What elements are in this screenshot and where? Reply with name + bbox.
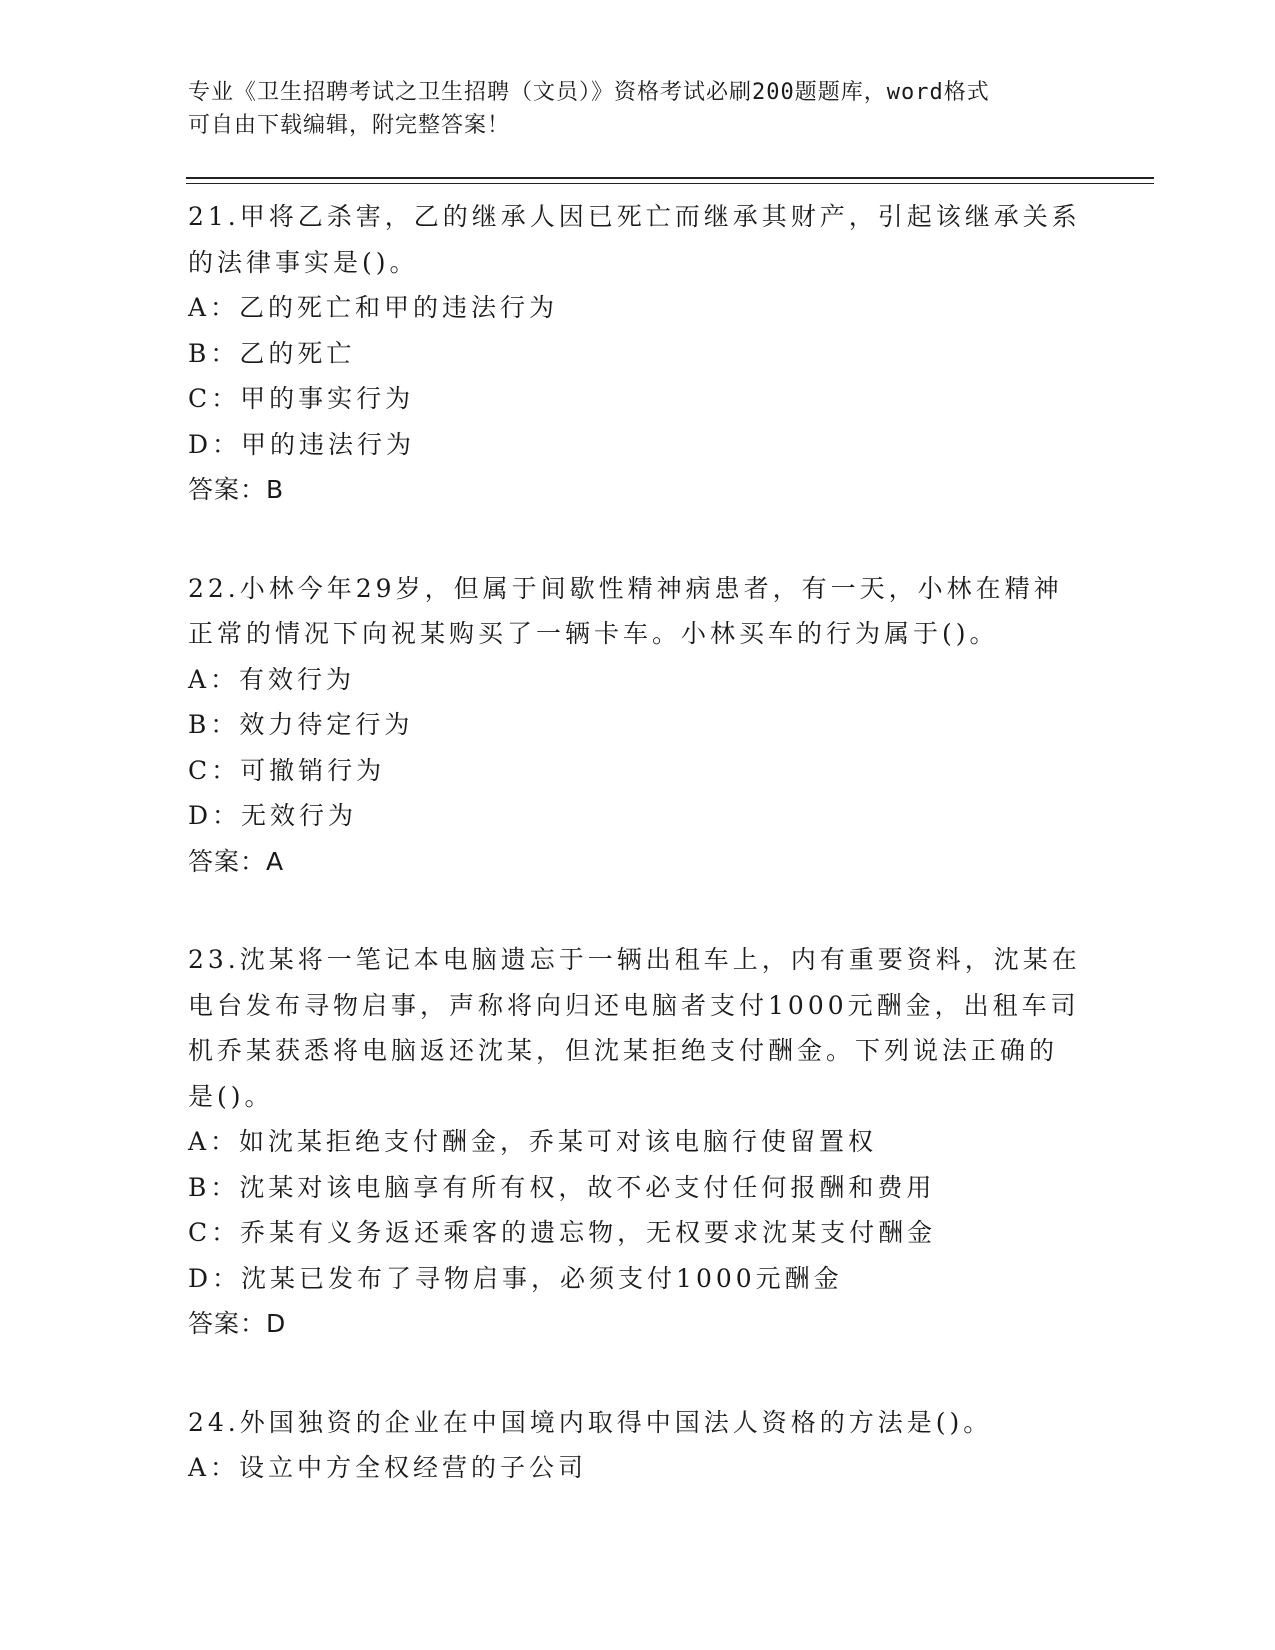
answer-key: 答案：D (188, 1309, 287, 1338)
header-divider-thick (186, 177, 1154, 179)
answer-option: A：有效行为 (188, 664, 356, 694)
answer-option: D：无效行为 (188, 801, 358, 830)
question-text: 机乔某获悉将电脑返还沈某，但沈某拒绝支付酬金。下列说法正确的 (188, 1036, 1059, 1065)
document-header (188, 76, 1088, 142)
answer-key: 答案：A (188, 846, 285, 876)
header-line: 专业《卫生招聘考试之卫生招聘（文员）》资格考试必刷200题题库，word格式 (188, 80, 990, 105)
question-text: 的法律事实是()。 (188, 247, 419, 277)
question-text: 是()。 (188, 1081, 274, 1111)
answer-option: D：沈某已发布了寻物启事，必须支付1000元酬金 (188, 1263, 843, 1293)
answer-option: A：如沈某拒绝支付酬金，乔某可对该电脑行使留置权 (188, 1127, 878, 1156)
question-text: 22.小林今年29岁，但属于间歇性精神病患者，有一天，小林在精神 (188, 573, 1063, 603)
question-block (188, 194, 1088, 513)
answer-key: 答案：B (188, 475, 285, 504)
answer-option: D：甲的违法行为 (188, 429, 416, 459)
answer-option: B：乙的死亡 (188, 338, 356, 368)
header-line: 可自由下载编辑，附完整答案！ (188, 113, 511, 138)
answer-option: C：可撤销行为 (188, 755, 386, 785)
question-block (188, 1400, 1088, 1491)
question-block (188, 566, 1088, 885)
question-text: 电台发布寻物启事，声称将向归还电脑者支付1000元酬金，出租车司 (188, 990, 1080, 1020)
question-block (188, 937, 1088, 1347)
answer-option: C：乔某有义务返还乘客的遗忘物，无权要求沈某支付酬金 (188, 1218, 937, 1247)
question-text: 24.外国独资的企业在中国境内取得中国法人资格的方法是()。 (188, 1407, 993, 1437)
question-text: 正常的情况下向祝某购买了一辆卡车。小林买车的行为属于()。 (188, 619, 999, 648)
answer-option: B：沈某对该电脑享有所有权，故不必支付任何报酬和费用 (188, 1172, 936, 1202)
answer-option: B：效力待定行为 (188, 710, 414, 739)
question-text: 23.沈某将一笔记本电脑遗忘于一辆出租车上，内有重要资料，沈某在 (188, 945, 1081, 974)
question-text: 21.甲将乙杀害，乙的继承人因已死亡而继承其财产，引起该继承关系 (188, 202, 1081, 231)
question-list (188, 194, 1088, 1544)
answer-option: A：设立中方全权经营的子公司 (188, 1453, 588, 1482)
answer-option: A：乙的死亡和甲的违法行为 (188, 293, 559, 322)
answer-option: C：甲的事实行为 (188, 384, 415, 413)
header-divider-thin (186, 183, 1154, 184)
